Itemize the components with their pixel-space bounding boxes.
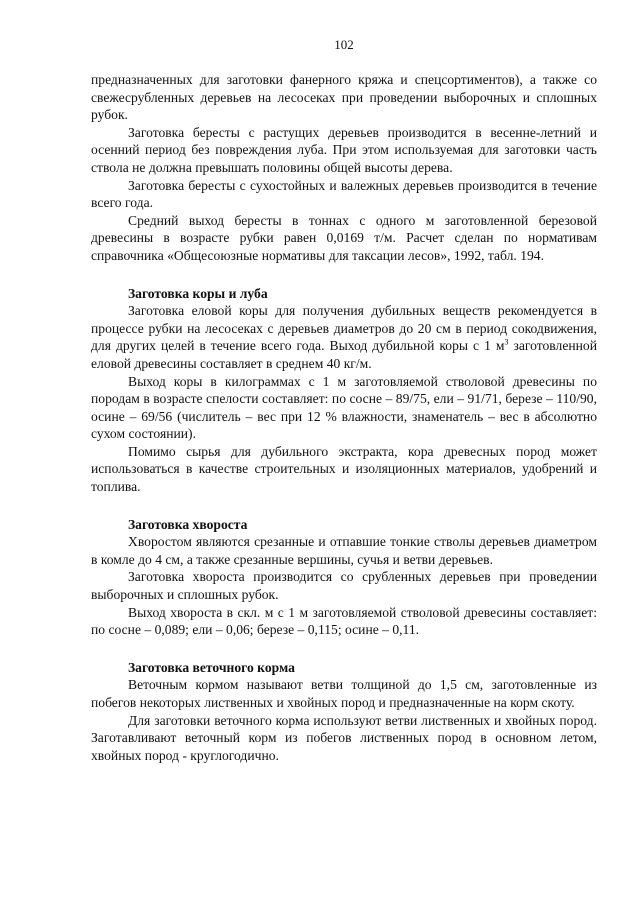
heading-branch-fodder: Заготовка веточного корма bbox=[128, 659, 295, 675]
heading-bark: Заготовка коры и луба bbox=[128, 285, 268, 301]
spruce-bark-text: Заготовка еловой коры для получения дубильных веществ рекомендуется в процессе рубки на лесосеках с деревьев диаметров до 20 см в период сокодвижения, для других целей в течение всего года. Выход дубильной коры с 1 м bbox=[91, 303, 597, 354]
superscript-cubic: 3 bbox=[504, 337, 509, 347]
document-page bbox=[91, 36, 597, 764]
paragraph-brushwood-yield: Выход хвороста в скл. м с 1 м заготовляемой стволовой древесины составляет: по сосне – 0,089; ели – 0,06; березе – 0,115; осине – 0,11. bbox=[91, 604, 597, 638]
paragraph-brushwood-definition: Хворостом являются срезанные и отпавшие тонкие стволы деревьев диаметром в комле до 4 см, а также срезанные вершины, сучья и ветви деревьев. bbox=[91, 534, 597, 567]
paragraph-birch-bark-yield: Средний выход бересты в тоннах с одного м заготовленной березовой древесины в возрасте рубки равен 0,0169 т/м. Расчет сделан по нормативам справочника «Общесоюзные нормативы для таксации лесов», 1992, табл. 194. bbox=[91, 212, 597, 263]
paragraph-brushwood-harvest: Заготовка хвороста производится со срубленных деревьев при проведении выборочных и сплошных рубок. bbox=[91, 569, 597, 603]
page-number: 102 bbox=[334, 37, 354, 52]
paragraph-bark-uses: Помимо сырья для дубильного экстракта, кора древесных пород может использоваться в качестве строительных и изоляционных материалов, удобрений и топлива. bbox=[91, 443, 597, 495]
heading-brushwood: Заготовка хвороста bbox=[128, 516, 248, 532]
paragraph-spruce-bark bbox=[91, 302, 597, 372]
paragraph-fodder-harvest: Для заготовки веточного корма используют ветви лиственных и хвойных пород. Заготавливают веточный корм из побегов лиственных пород в основном летом, хвойных пород - круглогодично. bbox=[91, 712, 597, 763]
paragraph-intro-continuation: предназначенных для заготовки фанерного кряжа и спецсортиментов), а также со свежесрубленных деревьев на лесосеках при проведении выборочных и сплошных рубок. bbox=[91, 72, 597, 123]
paragraph-bark-yield: Выход коры в килограммах с 1 м заготовляемой стволовой древесины по породам в возрасте спелости составляет: по сосне – 89/75, ели – 91/71, березе – 110/90, осине – 69/56 (числитель – вес при 12 % влажности, знаменатель – вес в абсолютно сухом состоянии). bbox=[91, 373, 597, 442]
paragraph-birch-bark-dead: Заготовка бересты с сухостойных и валежных деревьев производится в течение всего года. bbox=[91, 177, 597, 211]
paragraph-fodder-definition: Веточным кормом называют ветви толщиной до 1,5 см, заготовленные из побегов некоторых лиственных и хвойных пород и предназначенные на корм скоту. bbox=[91, 677, 597, 710]
spruce-bark-text-end: заготовленной еловой древесины составляет в среднем 40 кг/м. bbox=[91, 338, 597, 371]
paragraph-birch-bark-living: Заготовка бересты с растущих деревьев производится в весенне-летний и осенний период без повреждения луба. При этом используемая для заготовки часть ствола не должна превышать половины общей высоты дерева. bbox=[91, 124, 597, 175]
